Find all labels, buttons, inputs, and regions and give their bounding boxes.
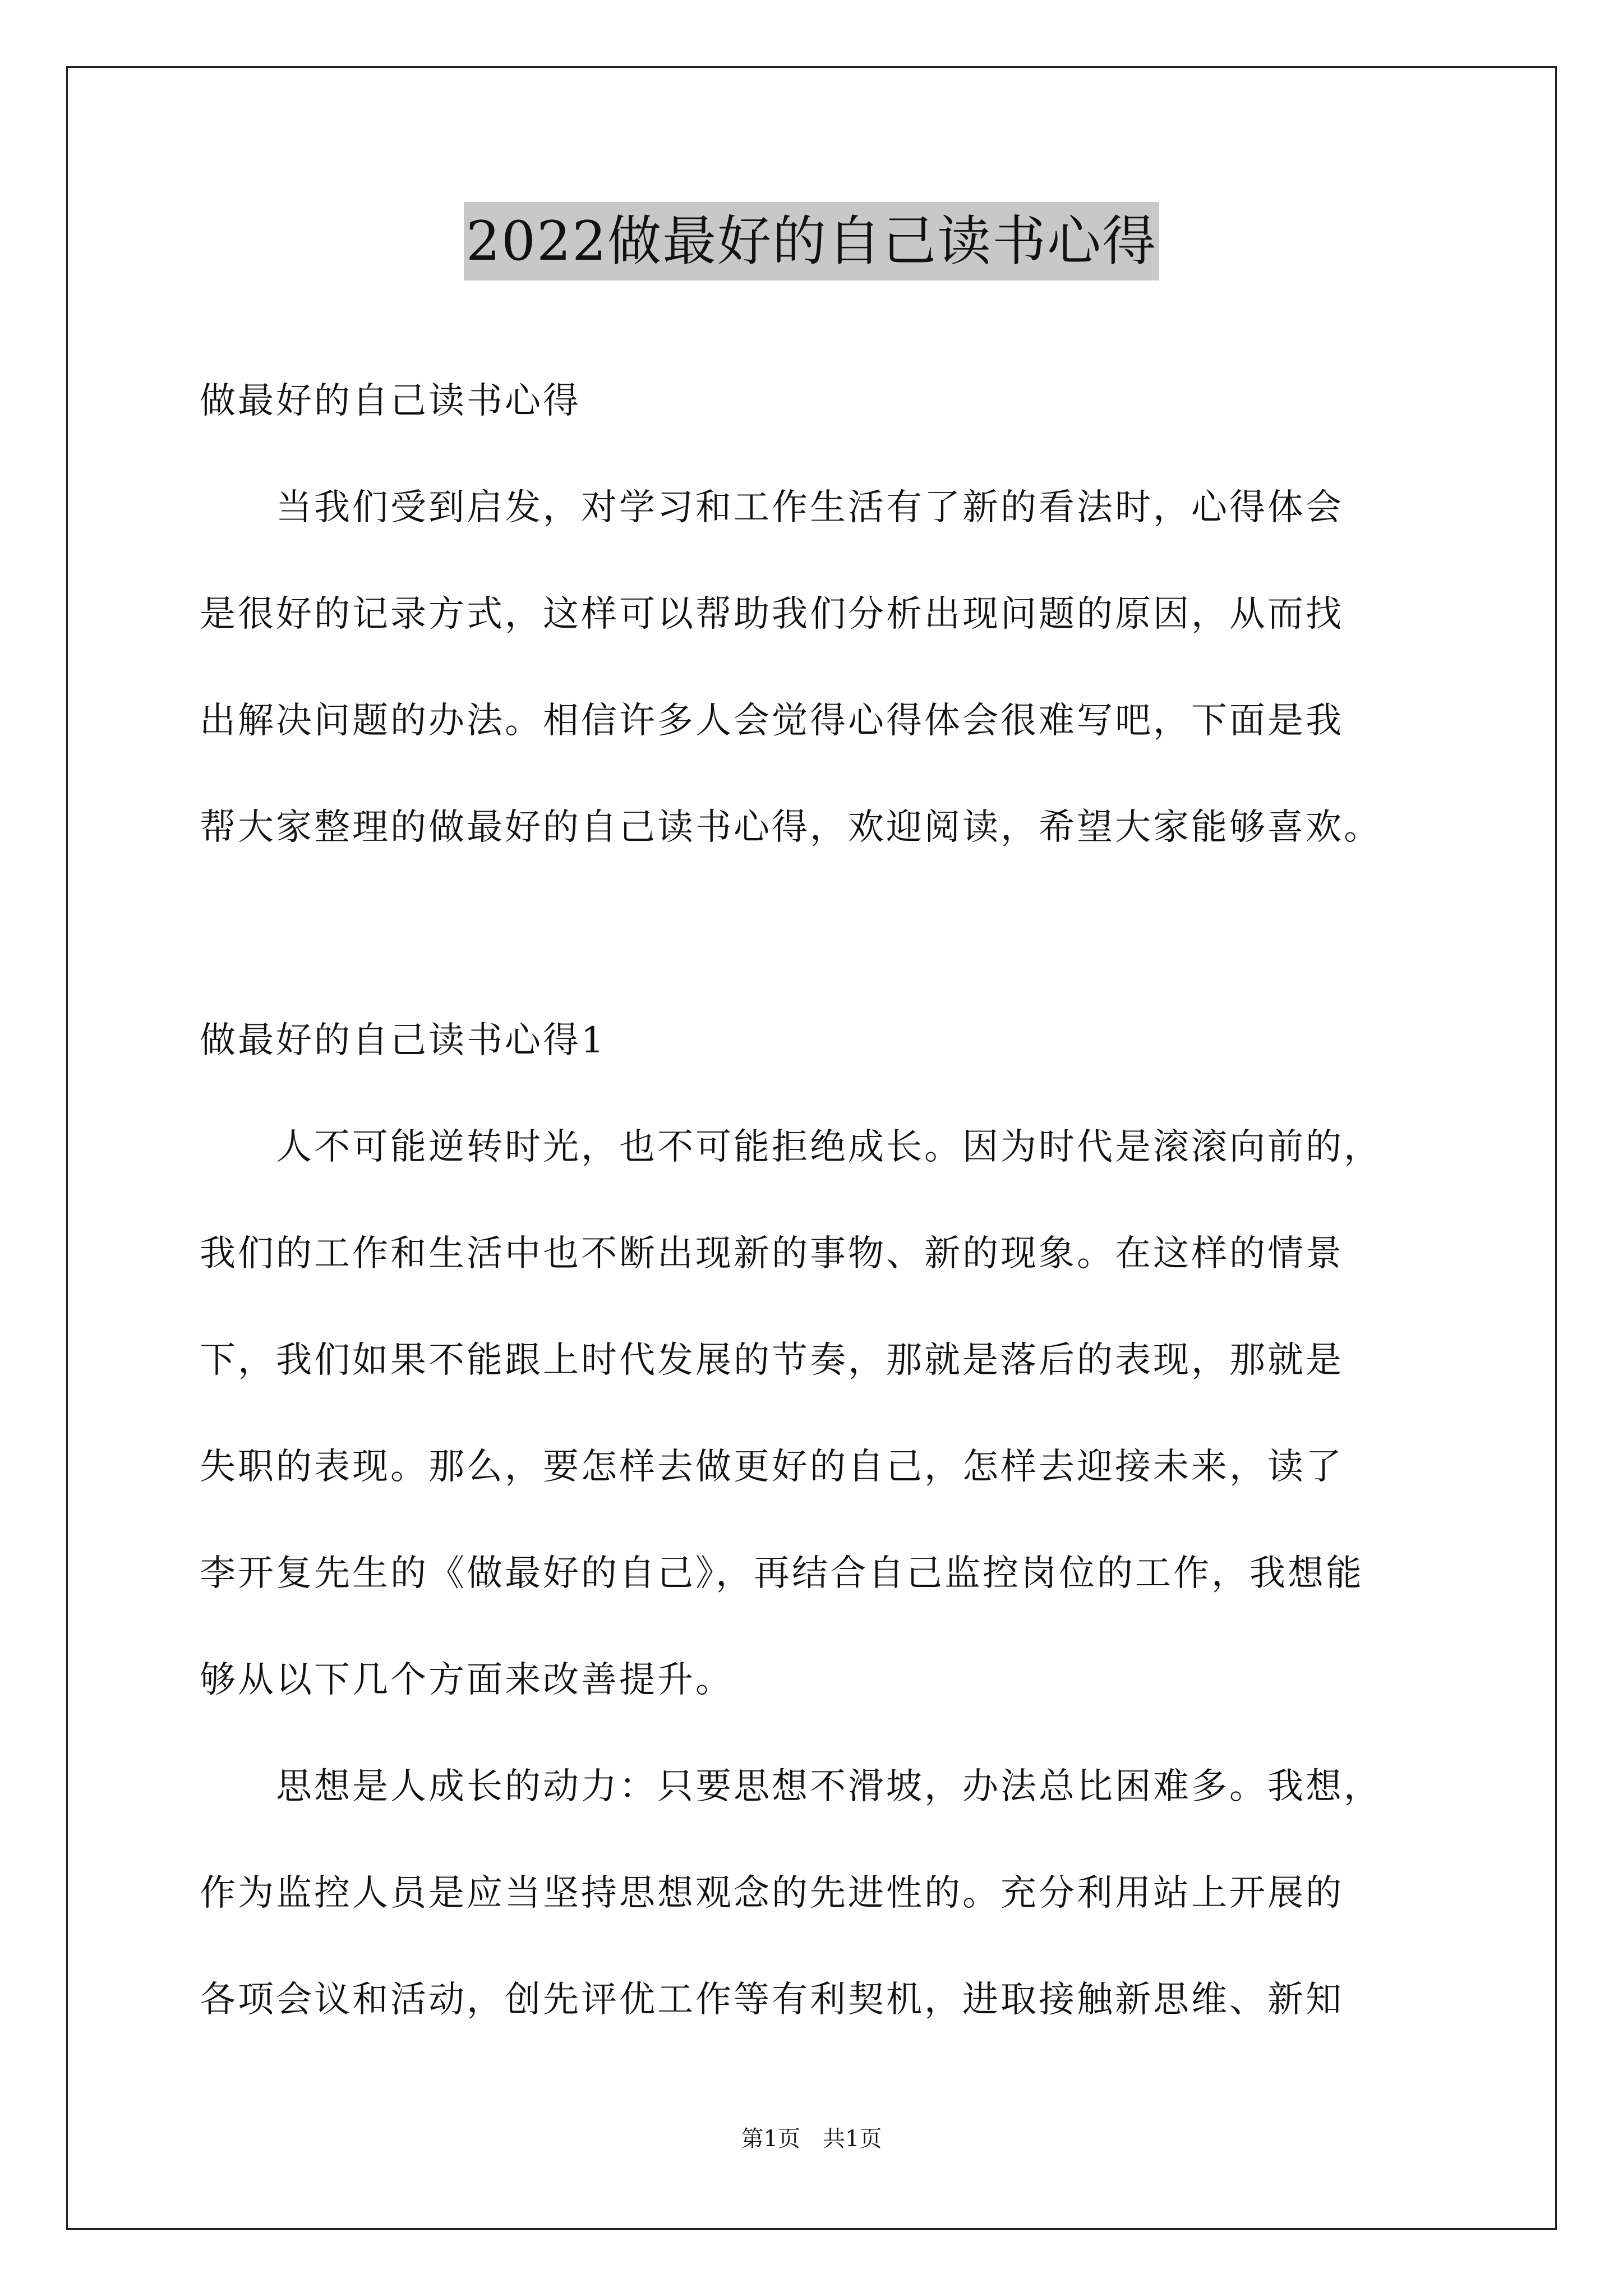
paragraph1-line: 李开复先生的《做最好的自己》，再结合自己监控岗位的工作，我想能 (200, 1553, 1364, 1594)
document-body (200, 348, 1433, 2053)
intro-line: 是很好的记录方式，这样可以帮助我们分析出现问题的原因，从而找 (200, 593, 1344, 635)
intro-line: 出解决问题的办法。相信许多人会觉得心得体会很难写吧，下面是我 (200, 700, 1344, 742)
page-footer: 第1页 共1页 (741, 2126, 882, 2152)
paragraph2-line: 作为监控人员是应当坚持思想观念的先进性的。充分利用站上开展的 (200, 1872, 1344, 1914)
section-heading: 做最好的自己读书心得1 (200, 1020, 606, 1061)
paragraph2-line: 各项会议和活动，创先评优工作等有利契机，进取接触新思维、新知 (200, 1979, 1344, 2021)
document-title: 2022做最好的自己读书心得 (464, 202, 1159, 280)
paragraph-gap (200, 881, 1433, 987)
title-container (0, 202, 1623, 280)
paragraph1-line: 下，我们如果不能跟上时代发展的节奏，那就是落后的表现，那就是 (200, 1340, 1344, 1381)
paragraph1-line: 人不可能逆转时光，也不可能拒绝成长。因为时代是滚滚向前的， (276, 1126, 1382, 1168)
intro-line: 帮大家整理的做最好的自己读书心得，欢迎阅读，希望大家能够喜欢。 (200, 807, 1382, 848)
paragraph2-line: 思想是人成长的动力：只要思想不滑坡，办法总比困难多。我想， (276, 1766, 1382, 1807)
paragraph1-line: 失职的表现。那么，要怎样去做更好的自己，怎样去迎接未来，读了 (200, 1446, 1344, 1488)
paragraph1-line: 我们的工作和生活中也不断出现新的事物、新的现象。在这样的情景 (200, 1233, 1344, 1274)
paragraph1-line: 够从以下几个方面来改善提升。 (200, 1659, 734, 1701)
intro-line: 当我们受到启发，对学习和工作生活有了新的看法时，心得体会 (276, 487, 1344, 528)
document-subtitle: 做最好的自己读书心得 (200, 380, 581, 422)
